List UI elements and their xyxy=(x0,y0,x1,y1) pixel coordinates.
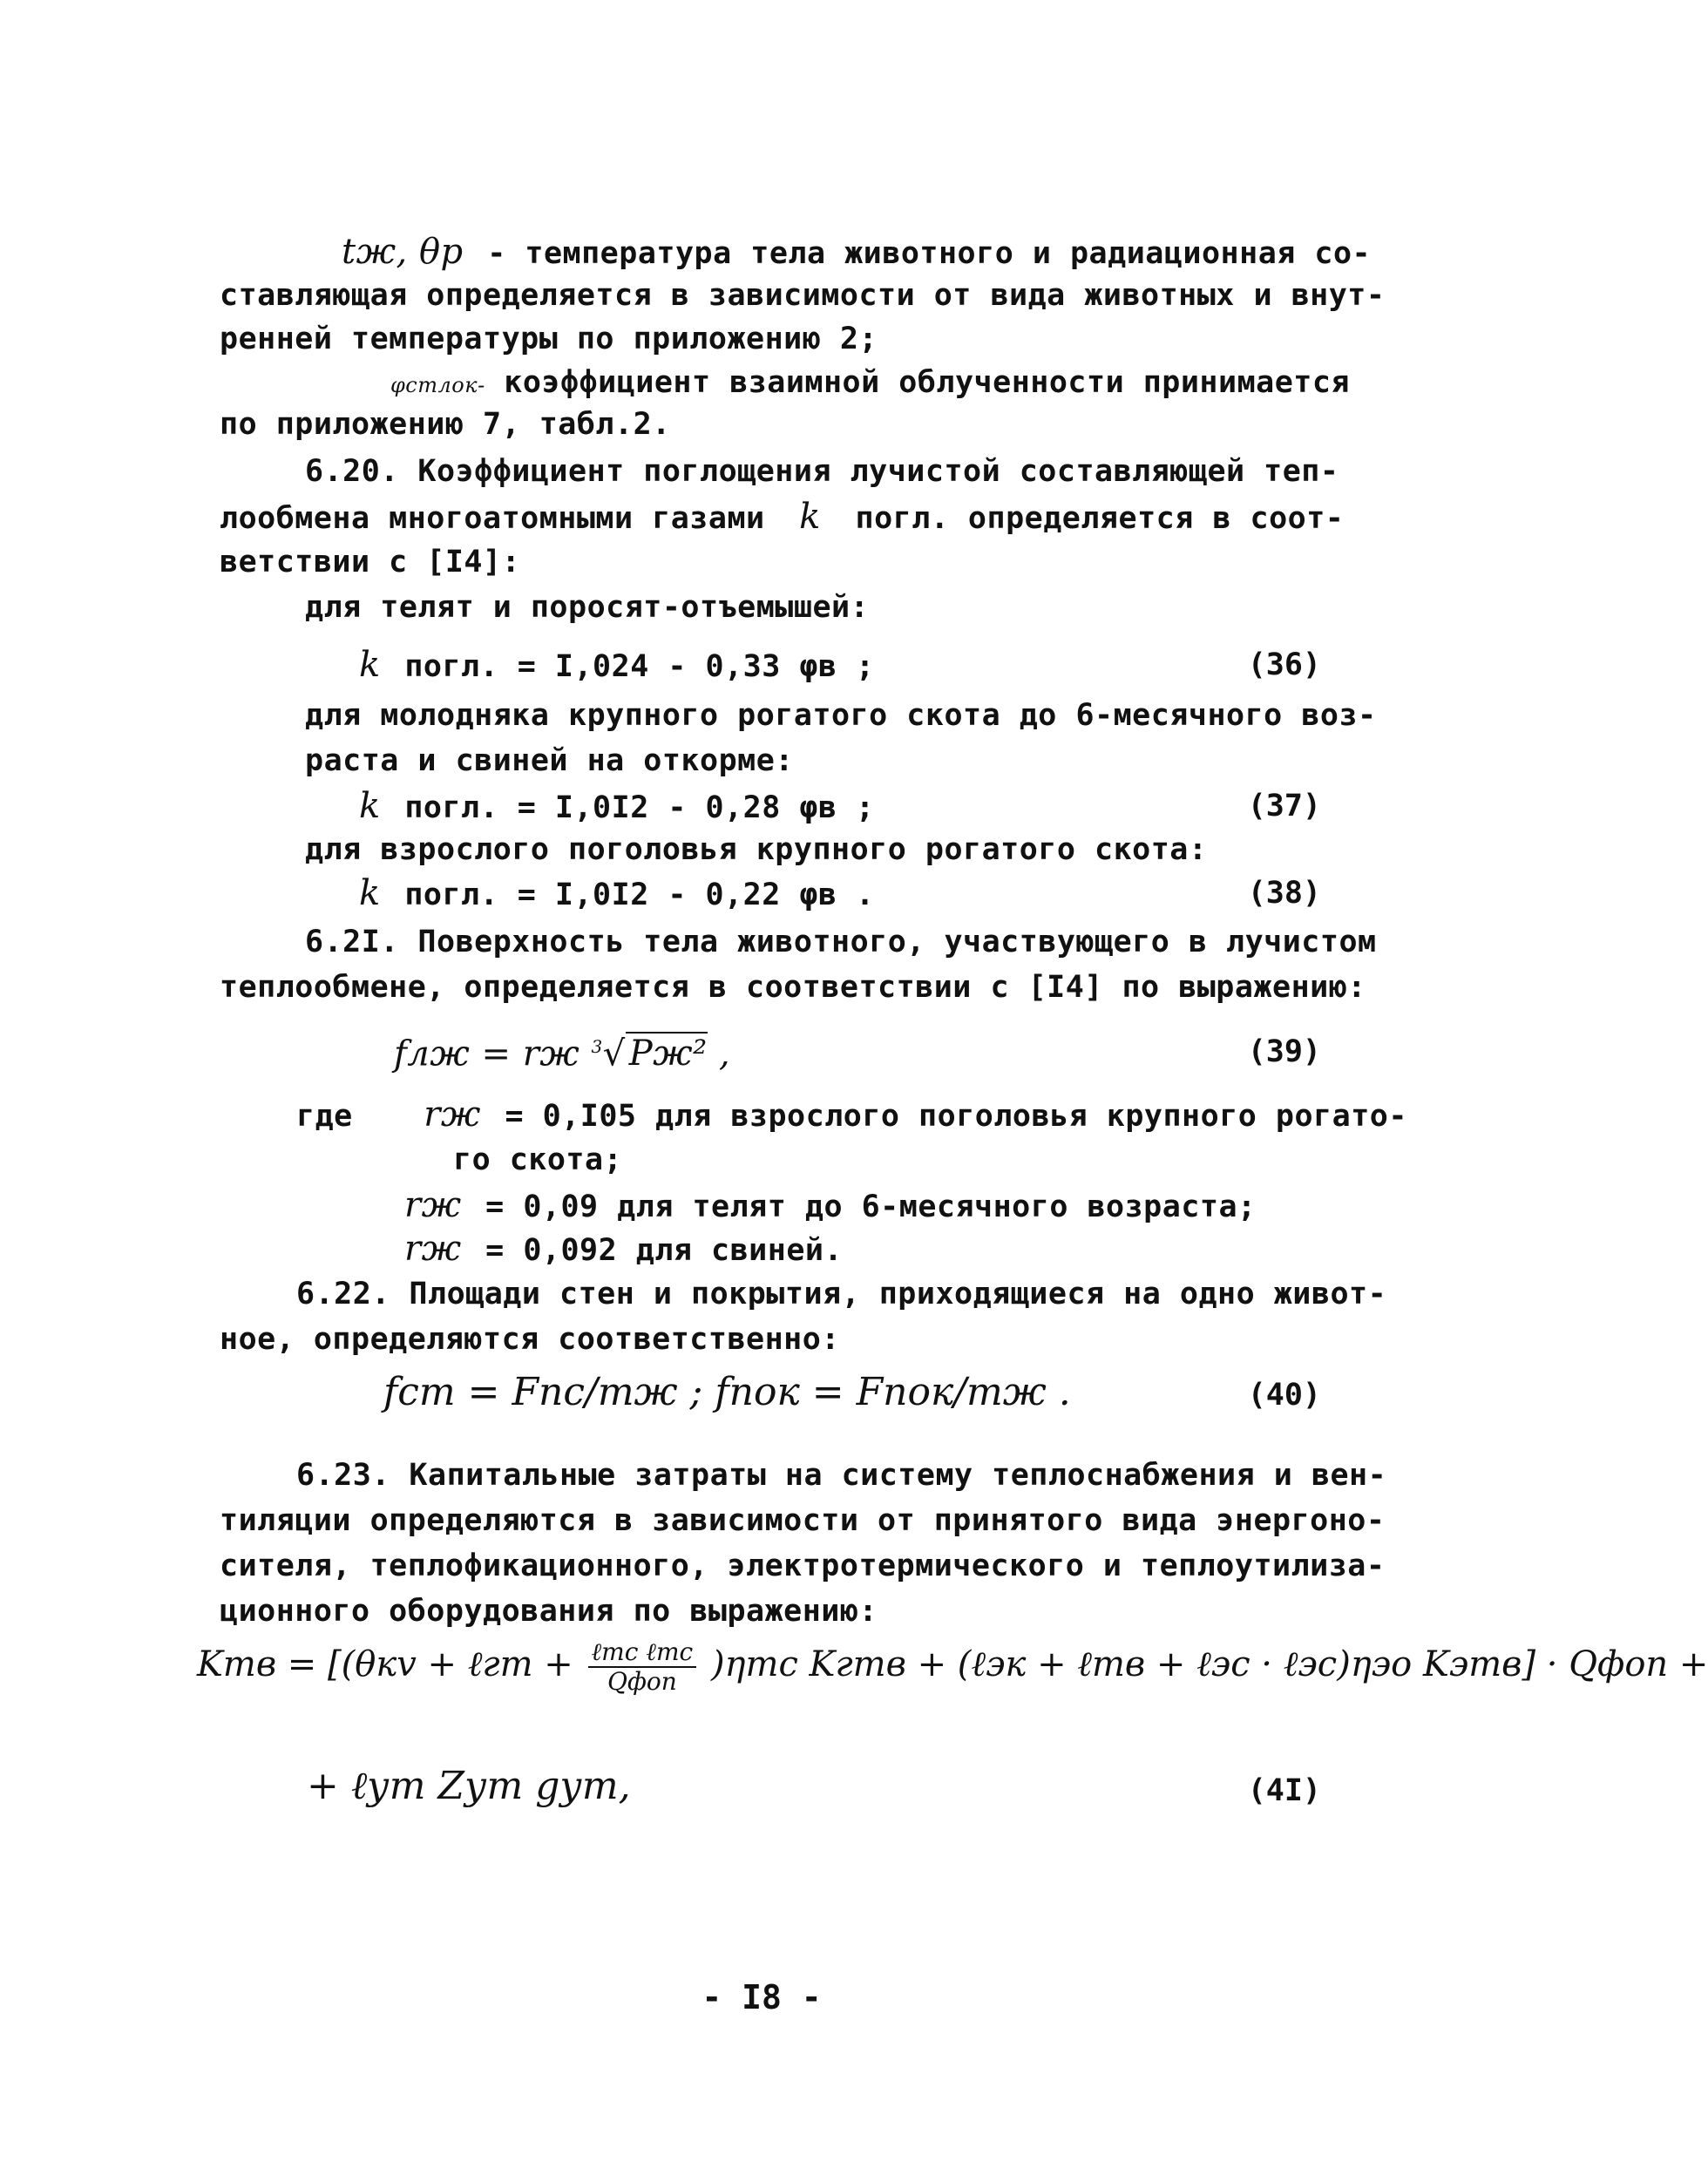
equation-number-40: (40) xyxy=(1247,1378,1321,1413)
text-line: по приложению 7, табл.2. xyxy=(220,407,671,442)
text-line: раста и свиней на откорме: xyxy=(305,743,794,778)
section-6-21: 6.2I. Поверхность тела животного, участвующего в лучистом xyxy=(305,925,1377,959)
text-line: tж, θр - температура тела животного и радиационная со- xyxy=(342,232,1372,272)
text-line: теплообмене, определяется в соответствии с [I4] по выражению: xyxy=(220,970,1366,1005)
symbol-t-theta: tж, θр xyxy=(342,232,464,272)
equation-number-36: (36) xyxy=(1247,647,1321,682)
text-line: сителя, теплофикационного, электротермического и теплоутилиза- xyxy=(220,1549,1386,1583)
section-6-22: 6.22. Площади стен и покрытия, приходящиеся на одно живот- xyxy=(296,1277,1387,1311)
text-line: ное, определяются соответственно: xyxy=(220,1322,840,1357)
text-line: rж = 0,092 для свиней. xyxy=(404,1229,844,1269)
symbol-phi: φстлок- xyxy=(390,373,485,397)
text-line: ционного оборудования по выражению: xyxy=(220,1594,878,1629)
text-line: лообмена многоатомными газами k погл. определяется в соот- xyxy=(220,497,1345,537)
equation-38: k погл. = I,0I2 - 0,22 φв . xyxy=(359,873,875,913)
equation-number-38: (38) xyxy=(1247,876,1321,911)
section-6-23: 6.23. Капитальные затраты на систему теплоснабжения и вен- xyxy=(296,1458,1387,1493)
equation-40: fст = Fпс/mж ; fпок = Fпок/mж . xyxy=(383,1370,1071,1414)
text-line: для телят и поросят-отъемышей: xyxy=(305,590,870,625)
equation-number-37: (37) xyxy=(1247,789,1321,823)
equation-36: k погл. = I,024 - 0,33 φв ; xyxy=(359,645,875,685)
text-line: ветствии с [I4]: xyxy=(220,545,521,579)
page-number: - I8 - xyxy=(702,1978,822,2016)
text-line: тиляции определяются в зависимости от принятого вида энергоно- xyxy=(220,1503,1386,1538)
equation-41-continuation: + ℓут Zут gут, xyxy=(307,1764,631,1808)
equation-39: fлж = rж $^3$√ Pж² , xyxy=(394,1034,731,1074)
section-6-20: 6.20. Коэффициент поглощения лучистой составляющей теп- xyxy=(305,454,1339,489)
equation-41: Kтв = [(θкv + ℓгт + $\frac{\text{ℓтс ℓтс}}{\text{Qфоп}}$ )ηтс Kгтв + (ℓэк + ℓтв + ℓэс · ℓэс)ηэо Kэтв] · Qфоп + xyxy=(197,1637,1708,1696)
text-line: для молодняка крупного рогатого скота до 6-месячного воз- xyxy=(305,698,1377,733)
fraction: $\frac{\text{ℓтс ℓтс}}{\text{Qфоп}}$ xyxy=(588,1638,697,1696)
equation-number-39: (39) xyxy=(1247,1034,1321,1069)
text-line: ренней температуры по приложению 2; xyxy=(220,322,878,356)
text-line: ставляющая определяется в зависимости от вида животных и внут- xyxy=(220,278,1386,313)
text-line: где rж = 0,I05 для взрослого поголовья крупного рогато- xyxy=(296,1095,1407,1135)
equation-37: k погл. = I,0I2 - 0,28 φв ; xyxy=(359,786,875,826)
text-line: φстлок- коэффициент взаимной облученности принимается xyxy=(390,365,1350,400)
equation-number-41: (4I) xyxy=(1247,1773,1321,1808)
text-line: для взрослого поголовья крупного рогатого скота: xyxy=(305,832,1208,867)
text-line: го скота; xyxy=(453,1142,623,1177)
text-line: rж = 0,09 для телят до 6-месячного возраста; xyxy=(404,1185,1257,1225)
symbol-k: k xyxy=(799,497,821,537)
